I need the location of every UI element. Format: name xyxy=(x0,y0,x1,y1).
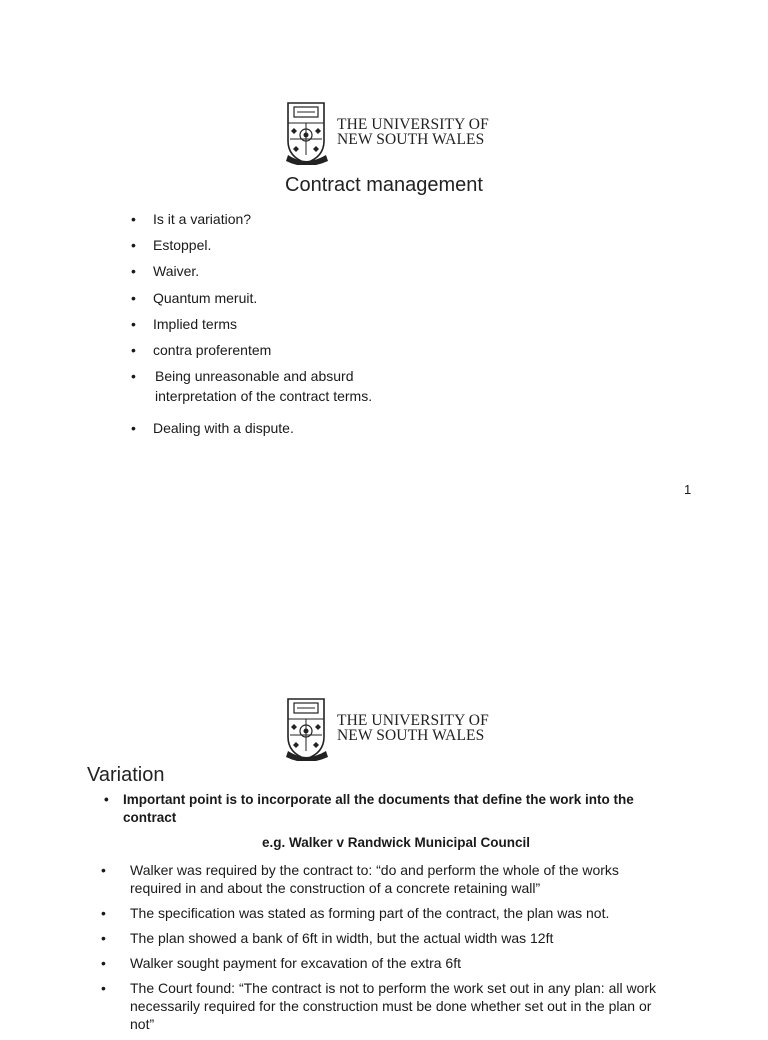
list-item-text: Waiver. xyxy=(153,263,200,280)
list-item-text: contra proferentem xyxy=(153,341,272,358)
bullet-icon: • xyxy=(131,211,136,227)
bullet-icon: • xyxy=(131,368,136,385)
list-item xyxy=(131,261,372,287)
bullet-icon: • xyxy=(131,263,136,280)
list-item-text: The plan showed a bank of 6ft in width, but the actual width was 12ft xyxy=(130,930,554,946)
bullet-icon: • xyxy=(131,341,136,358)
bullet-icon: • xyxy=(131,315,136,332)
university-name xyxy=(337,117,489,147)
bullet-icon: • xyxy=(101,955,106,971)
university-name-line2: NEW SOUTH WALES xyxy=(337,727,485,744)
list-item xyxy=(101,979,661,1033)
bullet-icon: • xyxy=(101,930,106,946)
university-name-line2: NEW SOUTH WALES xyxy=(337,131,485,148)
bullet-icon: • xyxy=(131,289,136,306)
slide-title: Variation xyxy=(87,764,165,786)
bullet-icon: • xyxy=(104,792,109,807)
list-item xyxy=(101,954,661,972)
list-item-text-line1: Being unreasonable and absurd xyxy=(155,368,354,385)
bullet-icon: • xyxy=(101,905,106,921)
list-item xyxy=(101,929,661,947)
bullet-icon: • xyxy=(131,237,136,254)
list-item-text: Walker was required by the contract to: “do and perform the whole of the works required in and about the construction of a concrete retaining wall” xyxy=(130,862,619,896)
bullet-icon: • xyxy=(101,980,106,996)
university-name xyxy=(337,713,489,743)
list-item-text: The Court found: “The contract is not to perform the work set out in any plan: all work necessarily required for the construction must be done whether set out in the plan or not” xyxy=(130,980,657,1032)
list-item xyxy=(131,209,372,235)
list-item xyxy=(101,861,661,897)
list-item-text-line2: interpretation of the contract terms. xyxy=(155,388,373,405)
bullet-icon: • xyxy=(131,420,136,437)
bullet-icon: • xyxy=(101,862,106,878)
list-item xyxy=(131,340,372,366)
lead-point-text: Important point is to incorporate all the documents that define the work into the contract xyxy=(123,792,634,825)
list-item xyxy=(131,314,372,340)
list-item-text: Estoppel. xyxy=(153,237,212,254)
list-item xyxy=(131,235,372,261)
list-item xyxy=(131,418,372,444)
list-item xyxy=(131,288,372,314)
list-item-text: Is it a variation? xyxy=(153,211,252,227)
unsw-crest-icon xyxy=(286,697,332,761)
case-citation: e.g. Walker v Randwick Municipal Council xyxy=(261,835,531,850)
list-item-text: Dealing with a dispute. xyxy=(153,420,294,437)
list-item xyxy=(101,904,661,922)
university-name-line1: THE UNIVERSITY OF xyxy=(337,712,489,729)
university-logo xyxy=(286,101,489,167)
lead-point xyxy=(104,791,684,827)
list-item-text: The specification was stated as forming part of the contract, the plan was not. xyxy=(130,905,610,921)
list-item-text: Quantum meruit. xyxy=(153,289,258,306)
slide-title: Contract management xyxy=(285,174,483,196)
list-item-text: Implied terms xyxy=(153,315,238,332)
unsw-crest-icon xyxy=(286,101,332,165)
university-logo xyxy=(286,697,489,763)
page-number: 1 xyxy=(684,482,692,497)
list-item xyxy=(131,366,372,418)
university-name-line1: THE UNIVERSITY OF xyxy=(337,116,489,133)
topic-list xyxy=(131,209,372,444)
list-item-text: Walker sought payment for excavation of the extra 6ft xyxy=(130,955,461,971)
case-facts-list xyxy=(101,861,661,1040)
slide-variation xyxy=(0,640,768,1032)
